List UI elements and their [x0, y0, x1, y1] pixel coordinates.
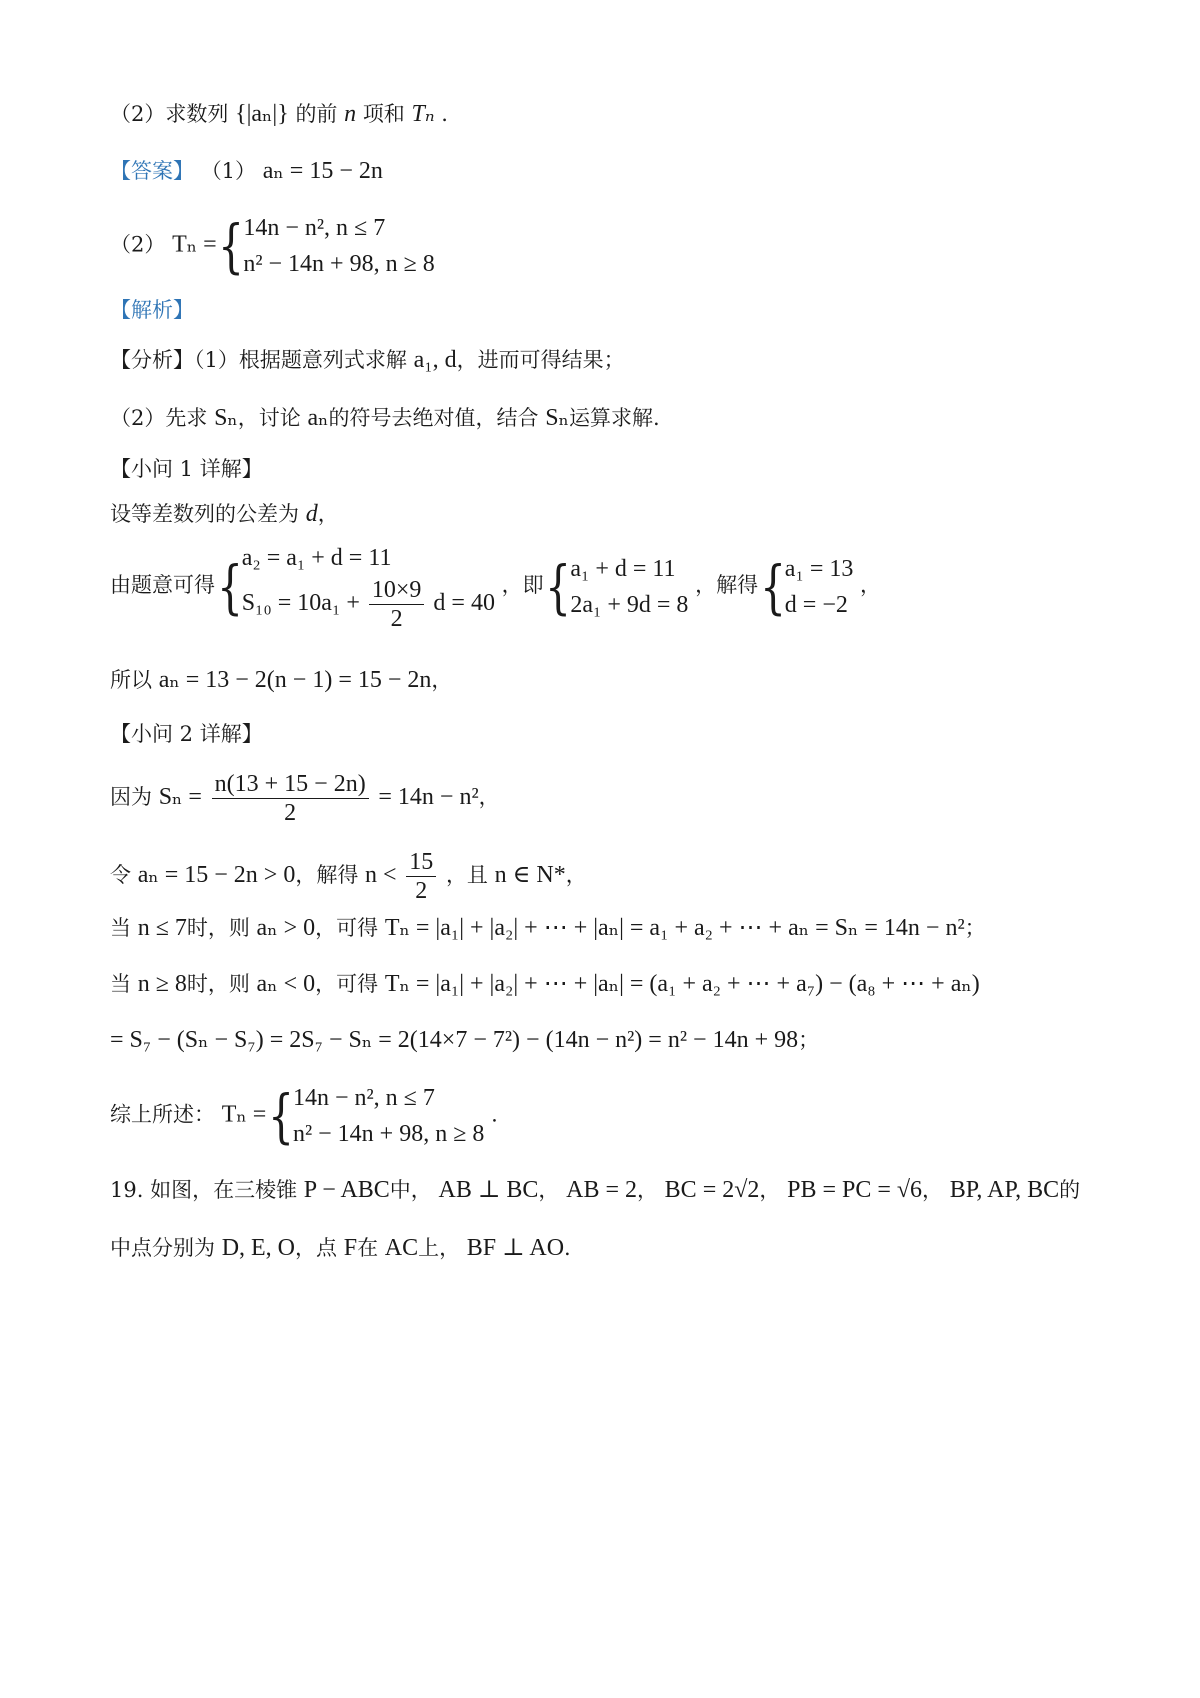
question-19-line-1: 19. 如图，在三棱锥 P − ABC中， AB ⊥ BC， AB = 2， BC = 2√2， PB = PC = √6， BP, AP, BC的	[110, 1177, 1081, 1203]
sub1-result: 所以 aₙ = 13 − 2(n − 1) = 15 − 2n，	[110, 667, 453, 693]
answer-line-2: （2） Tₙ = { 14n − n², n ≤ 7 n² − 14n + 98, n ≥ 8	[110, 212, 435, 280]
analysis-tag: 【解析】	[110, 298, 194, 322]
fraction: $\frac{15}{2}$	[406, 848, 436, 905]
answer-tag: 【答案】	[110, 159, 194, 183]
case-b: 当 n ≥ 8时，则 aₙ < 0，可得 Tₙ = |a₁| + |a₂| + ⋯ + |aₙ| = (a₁ + a₂ + ⋯ + a₇) − (a₈ + ⋯ + aₙ)	[110, 971, 980, 997]
case-a: 当 n ≤ 7时，则 aₙ > 0，可得 Tₙ = |a₁| + |a₂| + ⋯ + |aₙ| = a₁ + a₂ + ⋯ + aₙ = Sₙ = 14n − n²；	[110, 915, 986, 941]
fenxi-line-1: 【分析】（1）根据题意列式求解 a₁, d，进而可得结果；	[110, 347, 625, 373]
abs-sequence-math: {|aₙ|}	[235, 101, 289, 127]
sub2-sn: 因为 Sₙ = $\frac{n(13 + 15 - 2n)}{2}$ = 14n − n²，	[110, 771, 500, 826]
system-3: { a₁ = 13 d = −2	[759, 552, 854, 621]
question-2: （2）求数列 {|aₙ|} 的前 n 项和 Tₙ .	[110, 101, 448, 127]
answer-piecewise: { 14n − n², n ≤ 7 n² − 14n + 98, n ≥ 8	[218, 212, 435, 280]
question-19-line-2: 中点分别为 D, E, O，点 F在 AC上， BF ⊥ AO.	[110, 1235, 571, 1261]
sub2-ling: 令 aₙ = 15 − 2n > 0，解得 n < $\frac{15}{2}$ ，且 n ∈ N*，	[110, 849, 587, 904]
sub1-heading: 【小问 1 详解】	[110, 457, 263, 481]
system-2: { a₁ + d = 11 2a₁ + 9d = 8	[545, 552, 689, 621]
summary-piecewise: { 14n − n², n ≤ 7 n² − 14n + 98, n ≥ 8	[268, 1082, 485, 1150]
answer-line-1: 【答案】 （1） aₙ = 15 − 2n	[110, 158, 383, 184]
sub2-heading: 【小问 2 详解】	[110, 722, 263, 746]
system-1: { a₂ = a₁ + d = 11 S₁₀ = 10a₁ + $\frac{10\times 9}{2}$ d = 40	[216, 545, 495, 632]
answer-1-math: aₙ = 15 − 2n	[262, 158, 383, 184]
summary: 综上所述： Tₙ = { 14n − n², n ≤ 7 n² − 14n + 98, n ≥ 8 .	[110, 1082, 498, 1150]
fraction: $\frac{n(13 + 15 - 2n)}{2}$	[212, 770, 369, 827]
fraction: $\frac{10\times 9}{2}$	[369, 576, 425, 633]
case-b-continued: = S₇ − (Sₙ − S₇) = 2S₇ − Sₙ = 2(14×7 − 7²) − (14n − n²) = n² − 14n + 98；	[110, 1027, 820, 1053]
sub1-setup: 设等差数列的公差为 d，	[110, 501, 339, 527]
sub1-system: 由题意可得 { a₂ = a₁ + d = 11 S₁₀ = 10a₁ + $\frac{10\times 9}{2}$ d = 40 ，即 { a₁ + d = 11 2a₁ + 9d = 8 ，解得 { a₁ = 13 d = −2 ，	[110, 540, 881, 633]
fenxi-line-2: （2）先求 Sₙ，讨论 aₙ的符号去绝对值，结合 Sₙ运算求解.	[110, 405, 660, 431]
